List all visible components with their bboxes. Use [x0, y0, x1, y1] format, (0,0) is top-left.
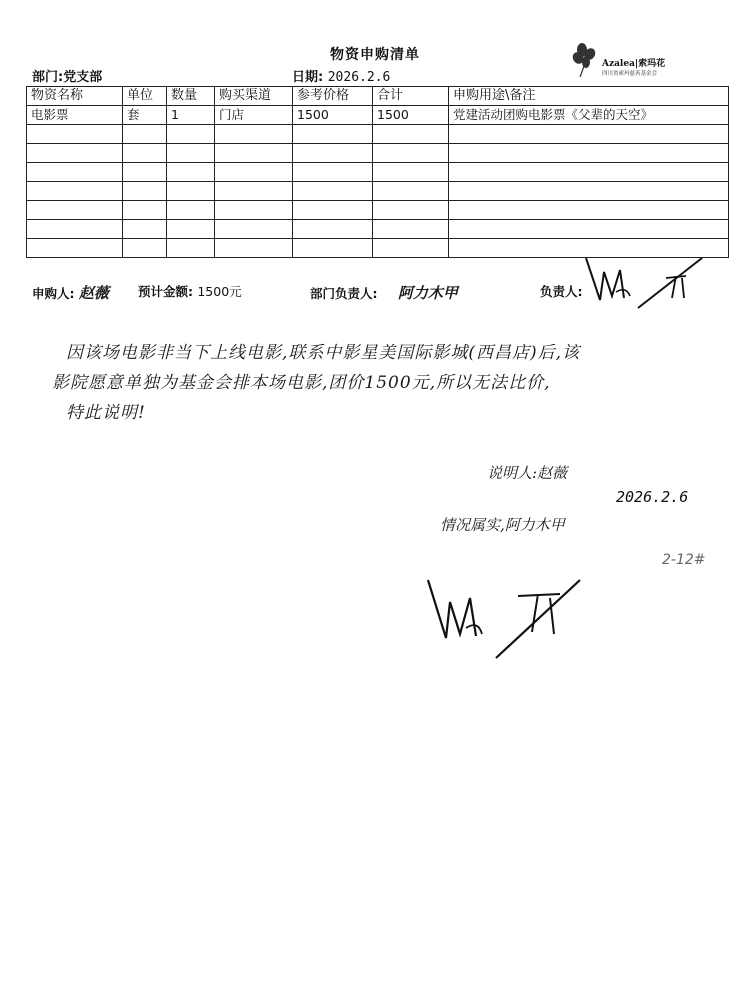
table-cell [373, 239, 449, 258]
table-cell [27, 182, 123, 201]
explainer-signature: 说明人:赵薇 [487, 464, 568, 482]
note-line: 特此说明! [66, 403, 146, 423]
table-cell [293, 144, 373, 163]
table-cell [293, 201, 373, 220]
table-cell [215, 220, 293, 239]
approver-signature [420, 572, 590, 662]
table-cell [123, 144, 167, 163]
table-cell [215, 239, 293, 258]
column-header: 购买渠道 [215, 87, 293, 106]
table-cell [167, 125, 215, 144]
estimate-field [138, 282, 242, 300]
note-line: 因该场电影非当下上线电影,联系中影星美国际影城(西昌店)后,该 [66, 343, 581, 363]
table-cell: 1 [167, 106, 215, 125]
table-cell [373, 201, 449, 220]
date [292, 66, 390, 85]
table-cell [373, 182, 449, 201]
table-row [27, 182, 729, 201]
table-cell [215, 125, 293, 144]
logo-brand: Azalea|索玛花 [602, 59, 666, 69]
table-cell [167, 201, 215, 220]
table-cell [373, 125, 449, 144]
table-cell [449, 220, 729, 239]
table-header-row [27, 87, 729, 106]
purchase-table [26, 86, 729, 258]
pencil-mark: 2-12# [662, 552, 706, 568]
table-cell [167, 239, 215, 258]
table-cell [27, 239, 123, 258]
table-cell [449, 144, 729, 163]
table-cell [215, 163, 293, 182]
column-header: 单位 [123, 87, 167, 106]
table-cell: 1500 [373, 106, 449, 125]
dept-head-signature: 阿力木甲 [397, 284, 458, 302]
applicant-signature: 赵薇 [78, 284, 109, 302]
column-header: 数量 [167, 87, 215, 106]
table-cell [27, 144, 123, 163]
table-cell [167, 163, 215, 182]
foundation-logo [570, 42, 680, 82]
applicant-field [32, 282, 109, 303]
table-cell [449, 125, 729, 144]
table-cell: 党建活动团购电影票《父辈的天空》 [449, 106, 729, 125]
table-cell [123, 201, 167, 220]
table-cell [293, 163, 373, 182]
table-cell [123, 182, 167, 201]
table-cell [293, 239, 373, 258]
note-line: 影院愿意单独为基金会排本场电影,团价1500元,所以无法比价, [52, 373, 551, 393]
table-cell [373, 220, 449, 239]
document-title: 物资申购清单 [330, 47, 420, 63]
table-cell [27, 163, 123, 182]
responsible-signature [580, 252, 710, 312]
table-cell [27, 220, 123, 239]
column-header: 合计 [373, 87, 449, 106]
table-cell [215, 201, 293, 220]
table-cell: 门店 [215, 106, 293, 125]
table-cell: 1500 [293, 106, 373, 125]
table-cell [449, 163, 729, 182]
table-row [27, 106, 729, 125]
approval-note: 情况属实,阿力木甲 [440, 516, 565, 534]
table-cell [27, 125, 123, 144]
dept-head-label: 部门负责人: [310, 286, 378, 301]
department: 部门:党支部 [32, 70, 103, 85]
applicant-label: 申购人: [32, 286, 75, 301]
table-row [27, 201, 729, 220]
table-cell [123, 163, 167, 182]
table-cell: 电影票 [27, 106, 123, 125]
table-cell [123, 239, 167, 258]
handwritten-explanation [52, 338, 732, 428]
estimate-value: 1500元 [197, 284, 242, 299]
date-label: 日期: [292, 70, 324, 85]
table-cell [215, 182, 293, 201]
table-cell [293, 125, 373, 144]
column-header: 参考价格 [293, 87, 373, 106]
column-header: 物资名称 [27, 87, 123, 106]
table-cell [293, 182, 373, 201]
estimate-label: 预计金额: [138, 284, 193, 299]
column-header: 申购用途\备注 [449, 87, 729, 106]
logo-subtitle: 四川省索玛慈善基金会 [602, 71, 658, 77]
table-cell [123, 125, 167, 144]
table-cell [293, 220, 373, 239]
table-cell [373, 163, 449, 182]
responsible-label: 负责人: [540, 284, 583, 299]
dept-head-field [310, 282, 458, 303]
table-cell [167, 220, 215, 239]
table-cell [167, 182, 215, 201]
table-row [27, 125, 729, 144]
table-row [27, 144, 729, 163]
table-cell [449, 182, 729, 201]
table-cell [123, 220, 167, 239]
table-cell [27, 201, 123, 220]
azalea-flower-icon [570, 42, 600, 78]
table-cell [373, 144, 449, 163]
note-date: 2026.2.6 [616, 488, 689, 506]
table-cell [167, 144, 215, 163]
date-value: 2026.2.6 [327, 70, 391, 85]
table-row [27, 163, 729, 182]
table-cell [449, 201, 729, 220]
table-cell: 套 [123, 106, 167, 125]
table-row [27, 220, 729, 239]
table-cell [215, 144, 293, 163]
